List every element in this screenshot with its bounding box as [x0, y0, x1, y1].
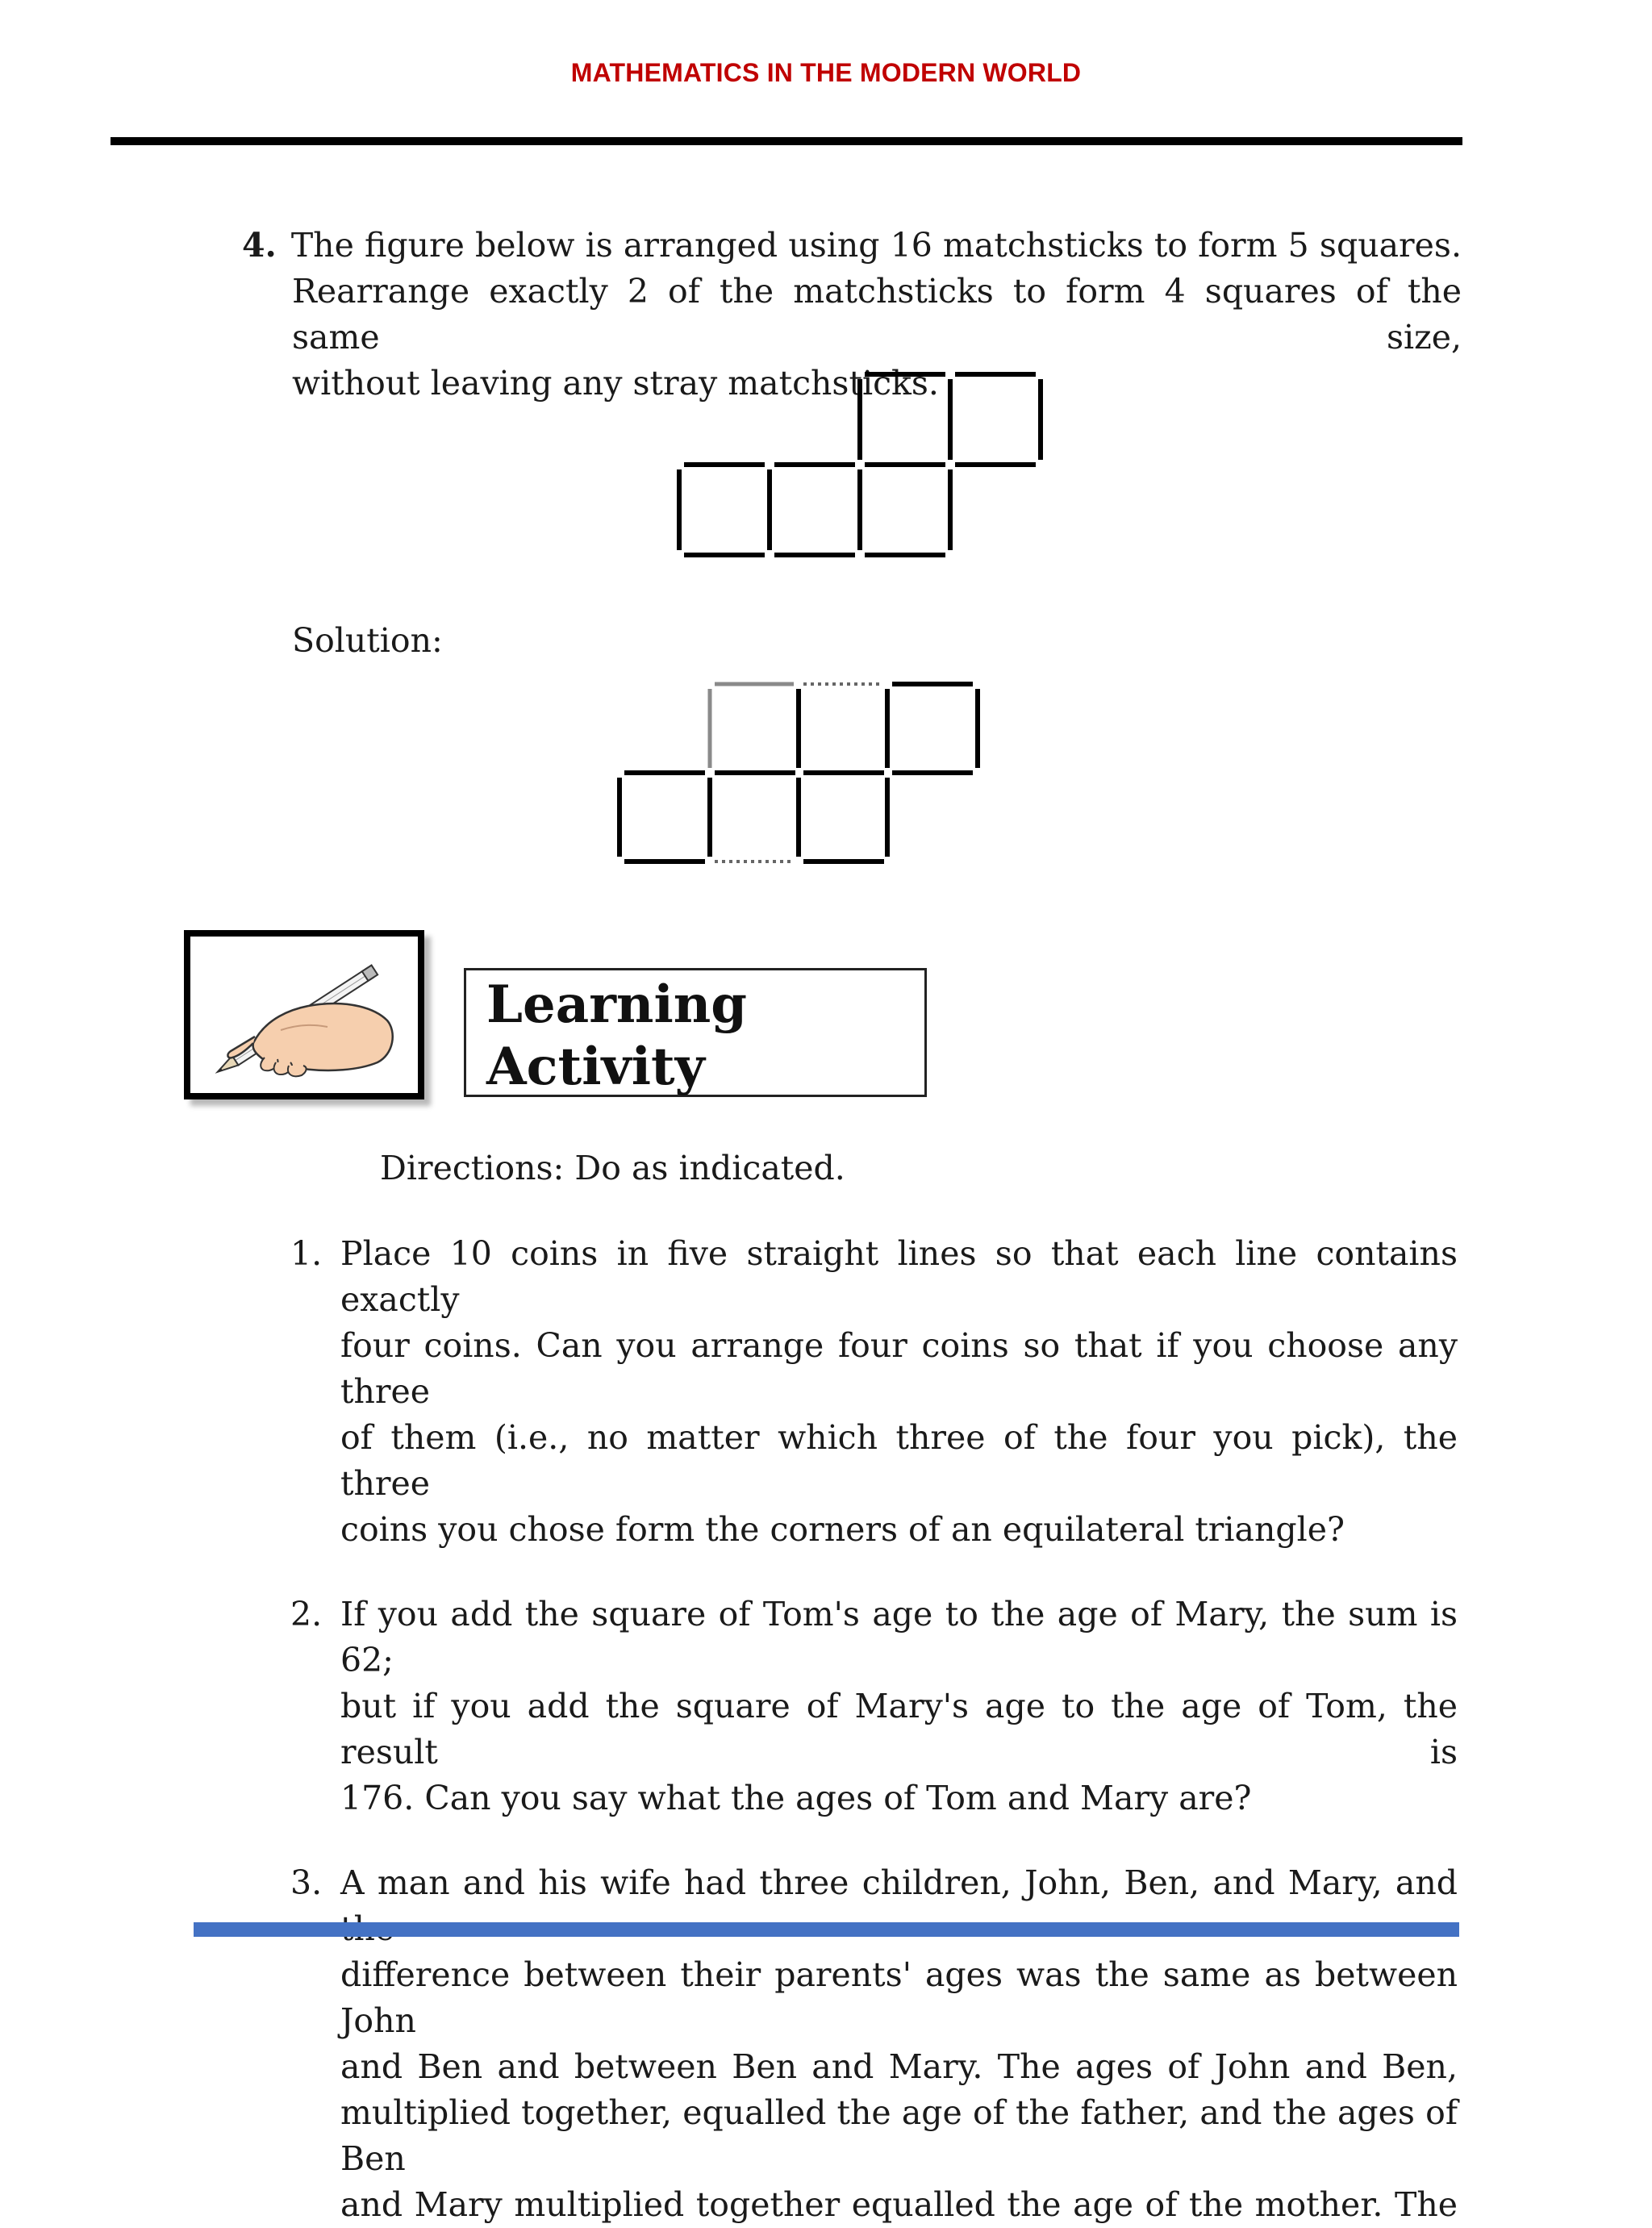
problem-line-1-text: The figure below is arranged using 16 matchsticks to form 5 squares.: [290, 226, 1462, 265]
list-item-number: 2.: [290, 1595, 323, 1633]
item-3-line-3: and Ben and between Ben and Mary. The ages of John and Ben,: [340, 2047, 1458, 2086]
learning-activity-title-line-1: Learning: [486, 974, 748, 1035]
item-2-line-2: but if you add the square of Mary's age to the age of Tom, the result is: [340, 1687, 1458, 1771]
page-header-title: MATHEMATICS IN THE MODERN WORLD: [570, 58, 1082, 87]
activity-list: [290, 1231, 1458, 2228]
problem-4-number: 4.: [242, 226, 277, 265]
item-2-line-1: If you add the square of Tom's age to the age of Mary, the sum is 62;: [340, 1595, 1458, 1679]
list-item-text: [340, 1592, 1458, 1821]
list-item: [290, 1860, 1458, 2228]
item-1-line-2: four coins. Can you arrange four coins so that if you choose any three: [340, 1326, 1458, 1411]
list-item: [290, 1231, 1458, 1553]
header-rule: [111, 137, 1462, 145]
list-item-number: 3.: [290, 1863, 323, 1902]
problem-line-3-text: without leaving any stray matchsticks.: [292, 364, 939, 403]
learning-activity-heading-box: [464, 968, 927, 1097]
problem-line-2-text: Rearrange exactly 2 of the matchsticks to form 4 squares of the same size,: [292, 272, 1462, 357]
item-3-line-5: and Mary multiplied together equalled the age of the mother. The: [340, 2185, 1458, 2224]
item-1-line-1: Place 10 coins in five straight lines so that each line contains exactly: [340, 1234, 1458, 1319]
matchstick-figure-original: [676, 365, 1063, 566]
learning-activity-title-line-2: Activity: [486, 1037, 705, 1097]
list-item-text: [340, 1860, 1458, 2228]
item-3-line-2: difference between their parents' ages was the same as between John: [340, 1955, 1458, 2040]
item-3-line-4: multiplied together, equalled the age of the father, and the ages of Ben: [340, 2093, 1458, 2178]
list-item-text: [340, 1231, 1458, 1553]
footer-rule: [194, 1922, 1459, 1937]
item-1-line-3: of them (i.e., no matter which three of the four you pick), the three: [340, 1418, 1458, 1503]
directions-text: Directions: Do as indicated.: [380, 1149, 845, 1187]
matchstick-figure-solution: [616, 678, 987, 871]
item-3-line-1: A man and his wife had three children, John, Ben, and Mary, and: [340, 1863, 1458, 1902]
item-1-line-4: coins you chose form the corners of an equilateral triangle?: [340, 1510, 1345, 1549]
list-item: [290, 1592, 1458, 1821]
list-item-number: 1.: [290, 1234, 323, 1273]
hand-writing-with-pencil-icon: [190, 937, 418, 1093]
solution-label: Solution:: [292, 621, 443, 660]
activity-icon-frame: [184, 930, 424, 1099]
item-2-line-3: 176. Can you say what the ages of Tom and Mary are?: [340, 1779, 1252, 1817]
